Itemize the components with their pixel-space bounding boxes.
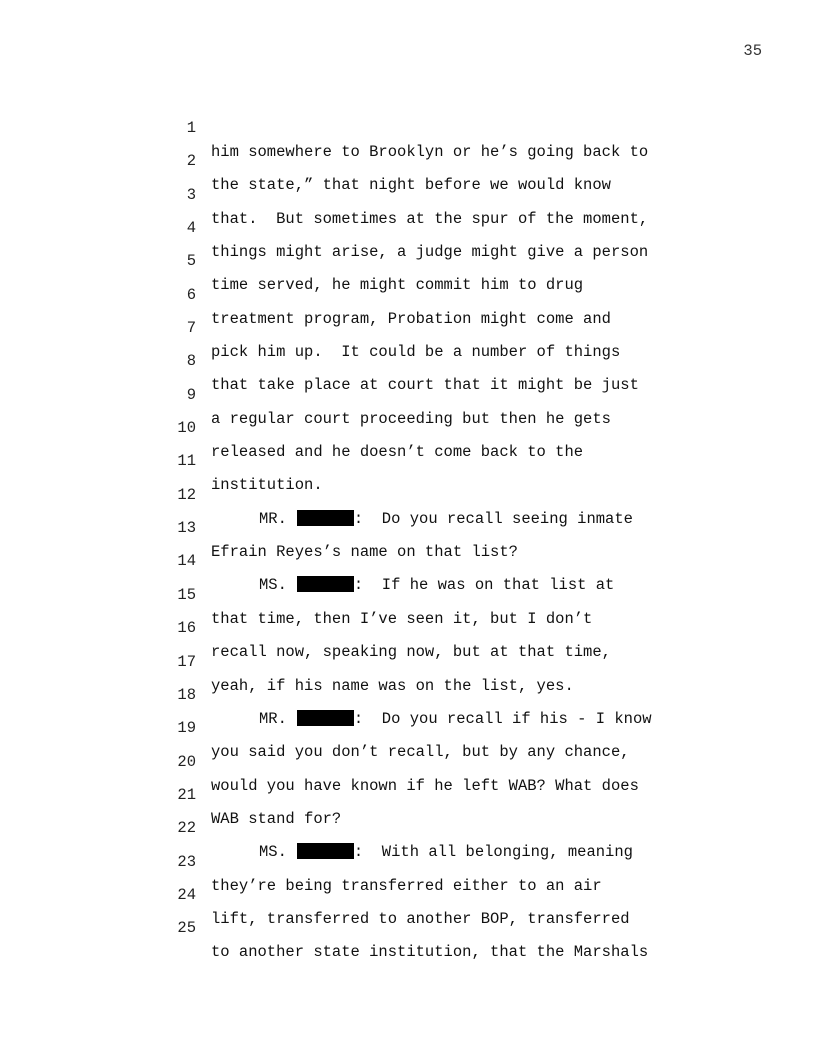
line-text: released and he doesn’t come back to the — [211, 443, 584, 462]
transcript-line-24 — [0, 859, 816, 928]
line-text: pick him up. It could be a number of things — [211, 343, 621, 362]
line-number: 14 — [177, 552, 196, 571]
line-number: 2 — [186, 152, 196, 171]
transcript-line-12 — [0, 459, 816, 528]
transcript-line-7 — [0, 292, 816, 362]
page-number: 35 — [743, 42, 762, 60]
line-text: institution. — [211, 476, 323, 495]
line-text: that take place at court that it might be just — [211, 376, 639, 395]
transcript-line-1 — [0, 92, 816, 161]
line-text: recall now, speaking now, but at that time, — [211, 643, 611, 662]
line-text: a regular court proceeding but then he gets — [211, 409, 611, 428]
speaker-label: MR. — [259, 709, 287, 728]
line-number: 20 — [177, 752, 196, 771]
line-number: 6 — [186, 285, 196, 304]
line-number: 8 — [186, 352, 196, 371]
line-number: 9 — [186, 385, 196, 404]
line-number: 11 — [177, 452, 196, 471]
line-text: treatment program, Probation might come and — [211, 309, 611, 328]
transcript-line-25 — [0, 892, 816, 962]
line-number: 13 — [177, 519, 196, 538]
line-number: 17 — [177, 652, 196, 671]
line-number: 5 — [186, 252, 196, 271]
transcript-line-15 — [0, 559, 816, 628]
line-number: 10 — [177, 419, 196, 438]
line-number: 7 — [186, 319, 196, 338]
transcript-line-8 — [0, 325, 816, 395]
line-text: WAB stand for? — [211, 809, 342, 828]
line-number: 24 — [177, 885, 196, 904]
line-text: him somewhere to Brooklyn or he’s going back to — [211, 143, 649, 161]
line-number: 16 — [177, 619, 196, 638]
line-number: 25 — [177, 919, 196, 938]
speaker-label: MS. — [259, 576, 287, 595]
line-text: to another state institution, that the Marshals — [211, 943, 649, 962]
line-number: 18 — [177, 685, 196, 704]
line-text: Efrain Reyes’s name on that list? — [211, 543, 518, 562]
line-text: the state,” that night before we would know — [211, 176, 611, 195]
line-number: 1 — [186, 119, 196, 137]
line-text: lift, transferred to another BOP, transferred — [211, 909, 630, 928]
speaker-label: MR. — [259, 509, 287, 528]
line-number: 4 — [186, 219, 196, 238]
line-text: yeah, if his name was on the list, yes. — [211, 676, 574, 695]
line-text: you said you don’t recall, but by any chance, — [211, 743, 630, 762]
speech-text: : With all belonging, meaning — [353, 843, 633, 862]
transcript-line-4 — [0, 192, 816, 262]
line-text: time served, he might commit him to drug — [211, 276, 584, 295]
line-text: that. But sometimes at the spur of the moment, — [211, 209, 649, 228]
transcript-line-2 — [0, 125, 816, 195]
transcript-line-5 — [0, 225, 816, 295]
line-text: they’re being transferred either to an air — [211, 876, 602, 895]
line-number: 21 — [177, 785, 196, 804]
line-number: 19 — [177, 719, 196, 738]
line-text: things might arise, a judge might give a person — [211, 243, 649, 262]
line-number: 22 — [177, 819, 196, 838]
line-text: that time, then I’ve seen it, but I don’t — [211, 609, 593, 628]
transcript-body — [0, 92, 816, 962]
transcript-line-6 — [0, 259, 816, 328]
transcript-line-9 — [0, 359, 816, 428]
speech-text: : Do you recall if his - I know — [353, 709, 652, 728]
line-number: 23 — [177, 852, 196, 871]
transcript-line-21 — [0, 759, 816, 828]
line-number: 3 — [186, 185, 196, 204]
speech-text: : Do you recall seeing inmate — [353, 509, 633, 528]
line-number: 12 — [177, 485, 196, 504]
line-text: would you have known if he left WAB? What does — [211, 776, 639, 795]
transcript-line-3 — [0, 159, 816, 228]
transcript-line-18 — [0, 659, 816, 728]
speech-text: : If he was on that list at — [353, 576, 615, 595]
line-number: 15 — [177, 585, 196, 604]
speaker-label: MS. — [259, 843, 287, 862]
